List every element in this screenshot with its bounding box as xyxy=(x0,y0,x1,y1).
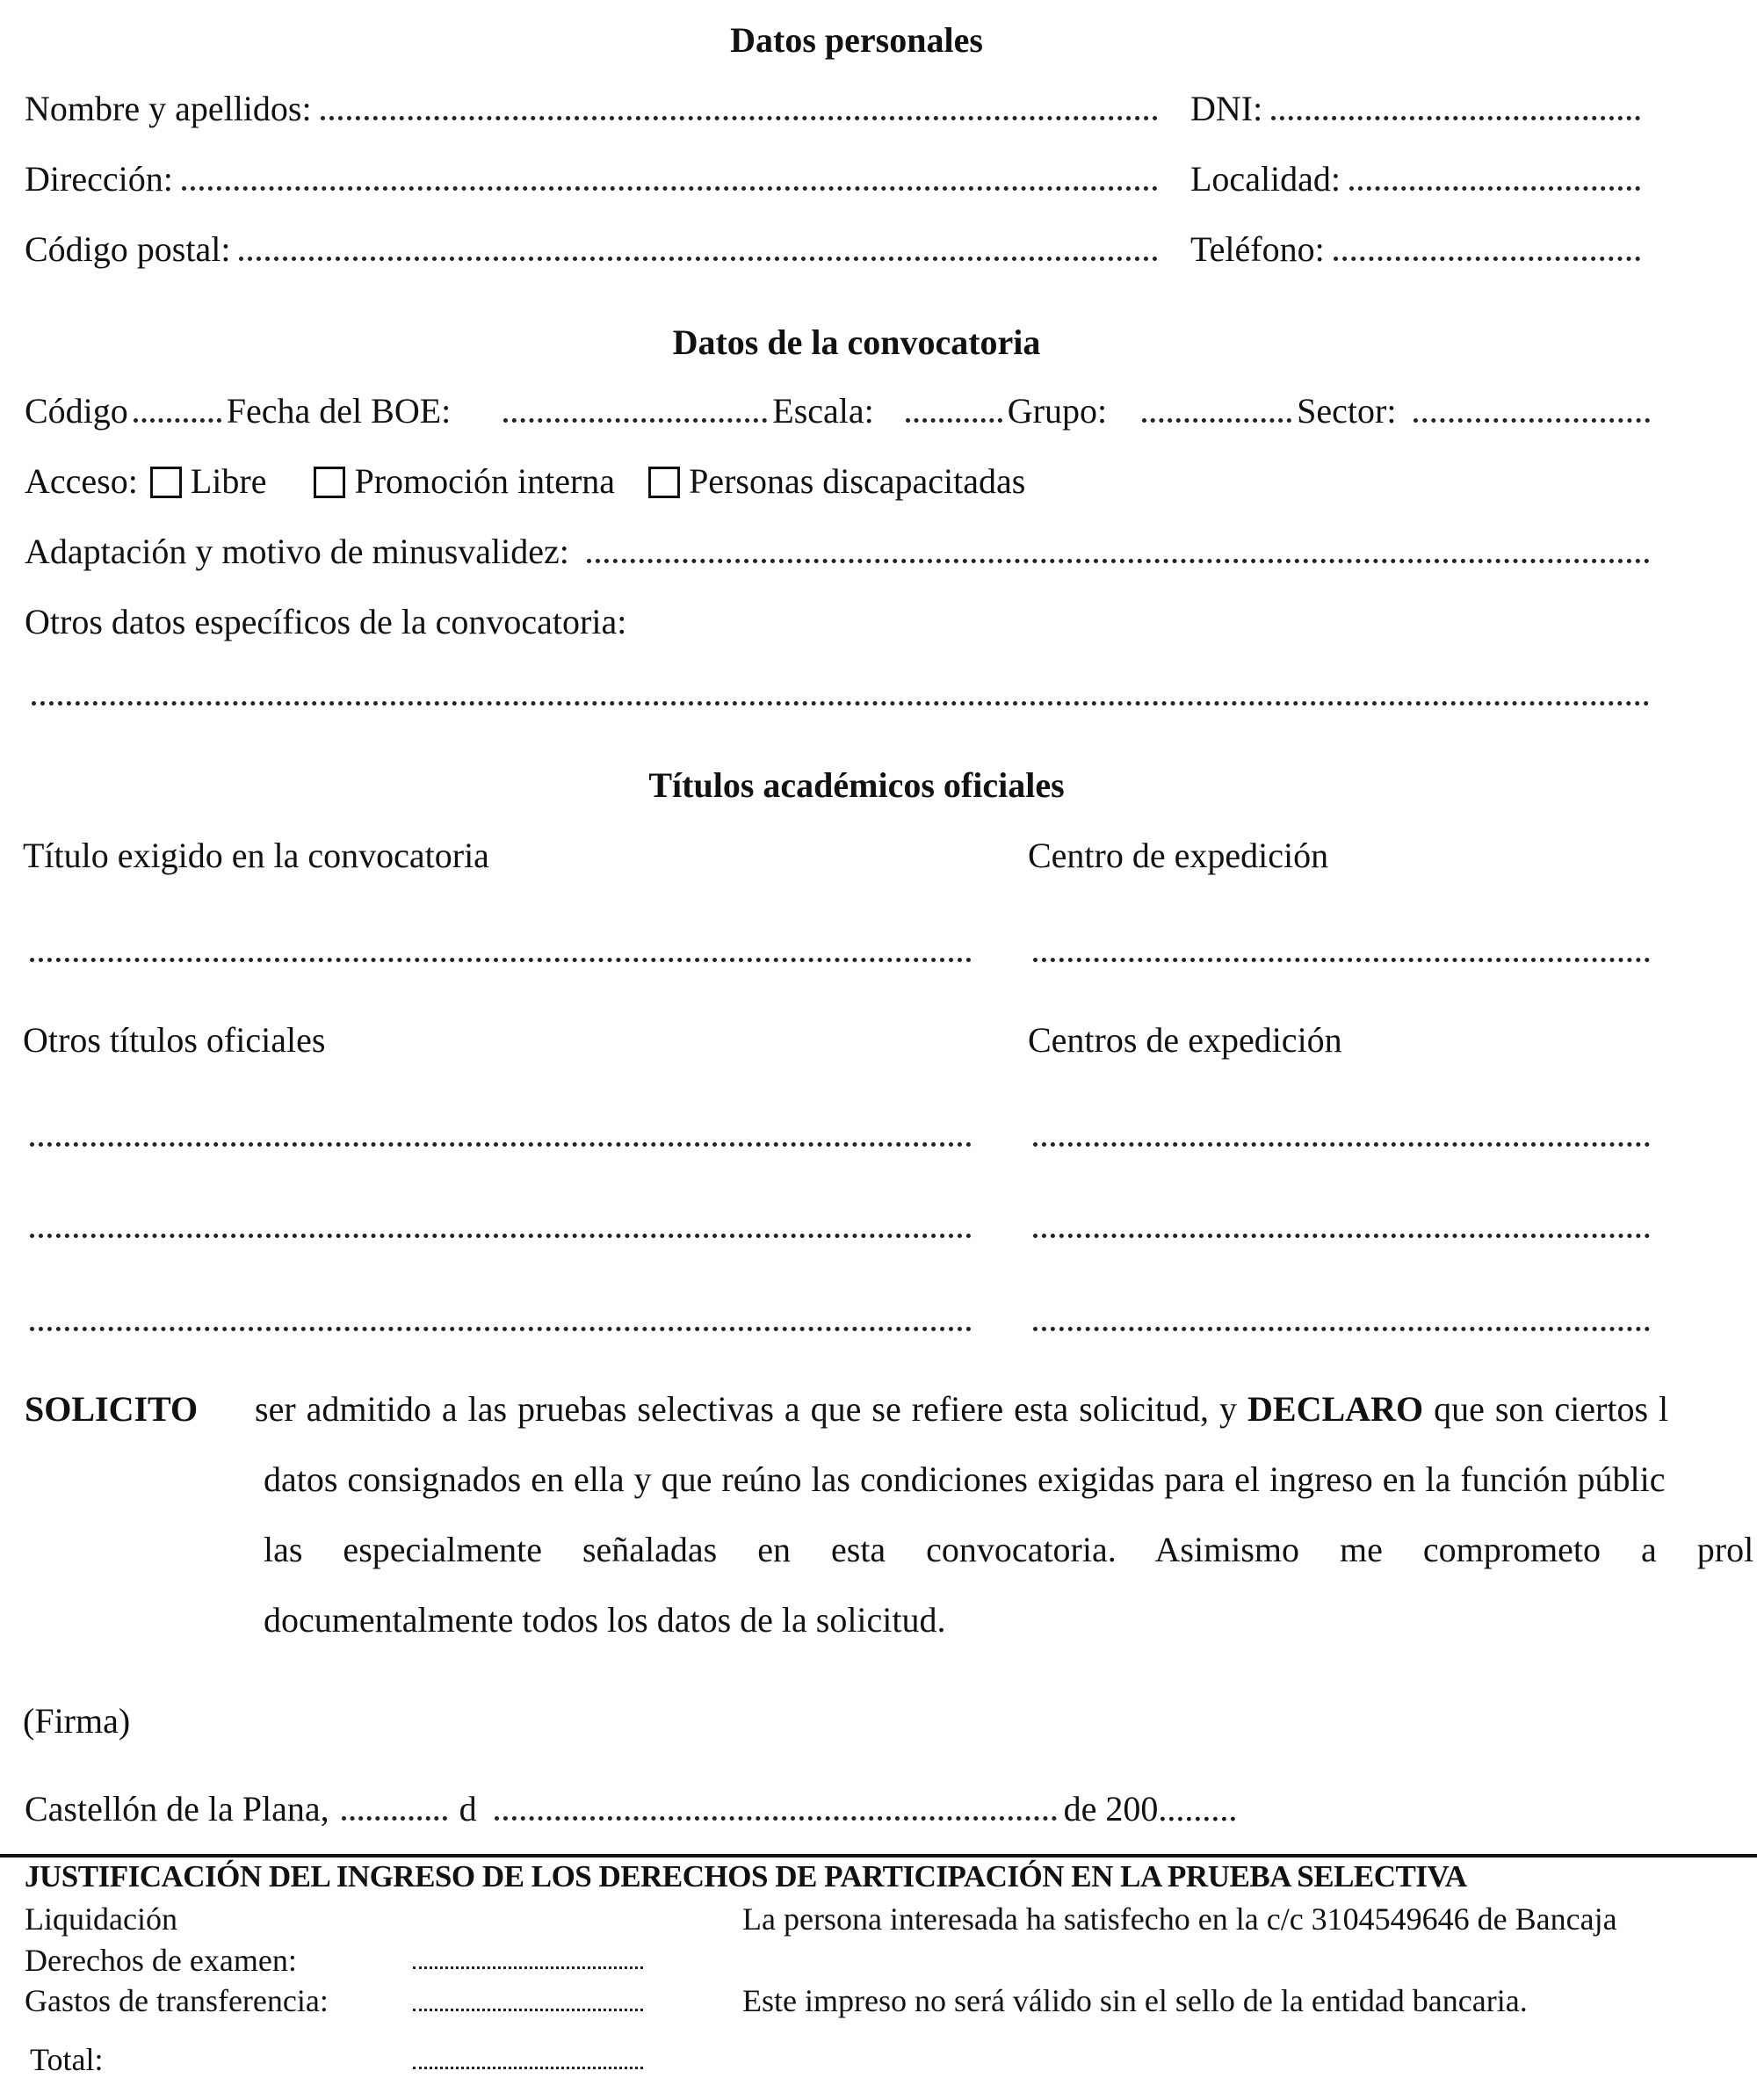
convocatoria-codes-row xyxy=(25,390,1650,431)
place-date-row xyxy=(25,1788,1281,1829)
postal-label: Código postal: xyxy=(25,229,231,269)
bank-account-text: La persona interesada ha satisfecho en la c/c 3104549646 de Bancaja xyxy=(742,1901,1617,1937)
issuing-center-field-2[interactable] xyxy=(1033,1234,1650,1238)
name-row xyxy=(25,88,1167,129)
name-field[interactable] xyxy=(321,116,1158,120)
access-discapacitadas-label: Personas discapacitadas xyxy=(689,461,1026,501)
adaptation-field[interactable] xyxy=(587,559,1650,563)
phone-row xyxy=(1190,228,1649,270)
access-row xyxy=(25,460,1025,502)
issuing-center-field-3[interactable] xyxy=(1033,1327,1650,1331)
issuing-centers-label: Centros de expedición xyxy=(1028,1020,1342,1060)
other-data-label: Otros datos específicos de la convocatoria: xyxy=(25,602,627,641)
payment-heading: JUSTIFICACIÓN DEL INGRESO DE LOS DERECHOS DE PARTICIPACIÓN EN LA PRUEBA SELECTIVA xyxy=(25,1859,1467,1894)
boe-label: Fecha del BOE: xyxy=(226,391,452,431)
year-label: de 200......... xyxy=(1063,1789,1238,1828)
postal-field[interactable] xyxy=(239,257,1158,261)
address-row xyxy=(25,158,1167,199)
request-text-a: ser admitido a las pruebas selectivas a que se refiere esta solicitud, y xyxy=(255,1389,1238,1429)
adaptation-row xyxy=(25,531,1650,572)
bank-stamp-notice: Este impreso no será válido sin el sello de la entidad bancaria. xyxy=(742,1983,1528,2018)
solicito-label: SOLICITO xyxy=(25,1389,199,1429)
sector-field[interactable] xyxy=(1414,418,1650,423)
liquidacion-label: Liquidación xyxy=(25,1901,177,1937)
other-data-field[interactable] xyxy=(32,701,1650,706)
access-promocion-label: Promoción interna xyxy=(354,461,616,501)
exam-fees-label: Derechos de examen: xyxy=(25,1943,297,1978)
access-promocion-checkbox[interactable] xyxy=(314,467,345,498)
access-label: Acceso: xyxy=(25,461,138,501)
section-divider xyxy=(0,1854,1757,1857)
scale-field[interactable] xyxy=(906,418,1002,423)
name-label: Nombre y apellidos: xyxy=(25,89,312,128)
total-field[interactable] xyxy=(413,2067,643,2069)
request-line-1 xyxy=(255,1388,1668,1430)
access-libre-label: Libre xyxy=(190,461,267,501)
other-titles-label: Otros títulos oficiales xyxy=(23,1020,326,1060)
access-discapacitadas-checkbox[interactable] xyxy=(648,467,680,498)
access-libre-checkbox[interactable] xyxy=(150,467,182,498)
adaptation-label: Adaptación y motivo de minusvalidez: xyxy=(25,532,569,571)
dni-field[interactable] xyxy=(1271,116,1640,120)
other-title-field-3[interactable] xyxy=(30,1327,972,1331)
group-field[interactable] xyxy=(1142,418,1291,423)
required-title-field[interactable] xyxy=(30,958,972,962)
phone-label: Teléfono: xyxy=(1190,229,1325,269)
day-field[interactable] xyxy=(342,1816,447,1821)
address-field[interactable] xyxy=(182,186,1158,191)
scale-label: Escala: xyxy=(772,391,874,431)
request-line-3: las especialmente señaladas en esta convocatoria. Asimismo me comprometo a prol xyxy=(264,1530,1754,1569)
locality-label: Localidad: xyxy=(1190,159,1341,199)
required-title-label: Título exigido en la convocatoria xyxy=(23,836,489,875)
convocatoria-heading: Datos de la convocatoria xyxy=(672,322,1041,362)
issuing-center-field-1[interactable] xyxy=(1033,1142,1650,1147)
d-label: d xyxy=(459,1789,477,1828)
other-title-field-1[interactable] xyxy=(30,1142,972,1147)
group-label: Grupo: xyxy=(1007,391,1108,431)
code-label: Código xyxy=(25,391,128,431)
personal-heading: Datos personales xyxy=(730,20,983,60)
sector-label: Sector: xyxy=(1297,391,1397,431)
code-field[interactable] xyxy=(134,418,221,423)
postal-row xyxy=(25,228,1167,270)
request-line-4: documentalmente todos los datos de la solicitud. xyxy=(264,1600,946,1640)
request-text-b: que son ciertos l xyxy=(1434,1389,1669,1429)
locality-field[interactable] xyxy=(1349,186,1640,191)
address-label: Dirección: xyxy=(25,159,173,199)
exam-fees-field[interactable] xyxy=(413,1966,643,1969)
titles-heading: Títulos académicos oficiales xyxy=(648,765,1065,805)
dni-label: DNI: xyxy=(1190,89,1263,128)
total-label: Total: xyxy=(30,2042,104,2077)
issuing-center-label: Centro de expedición xyxy=(1028,836,1329,875)
signature-label: (Firma) xyxy=(23,1701,131,1741)
issuing-center-field[interactable] xyxy=(1033,958,1650,962)
declaro-label: DECLARO xyxy=(1247,1389,1424,1429)
other-title-field-2[interactable] xyxy=(30,1234,972,1238)
month-field[interactable] xyxy=(495,1816,1057,1821)
transfer-fees-field[interactable] xyxy=(413,2009,643,2011)
locality-row xyxy=(1190,158,1649,199)
boe-field[interactable] xyxy=(503,418,767,423)
phone-field[interactable] xyxy=(1334,257,1640,261)
request-line-2: datos consignados en ella y que reúno las condiciones exigidas para el ingreso en la función públic xyxy=(264,1459,1666,1499)
transfer-fees-label: Gastos de transferencia: xyxy=(25,1983,329,2018)
place-label: Castellón de la Plana, xyxy=(25,1789,329,1828)
dni-row xyxy=(1190,88,1649,129)
